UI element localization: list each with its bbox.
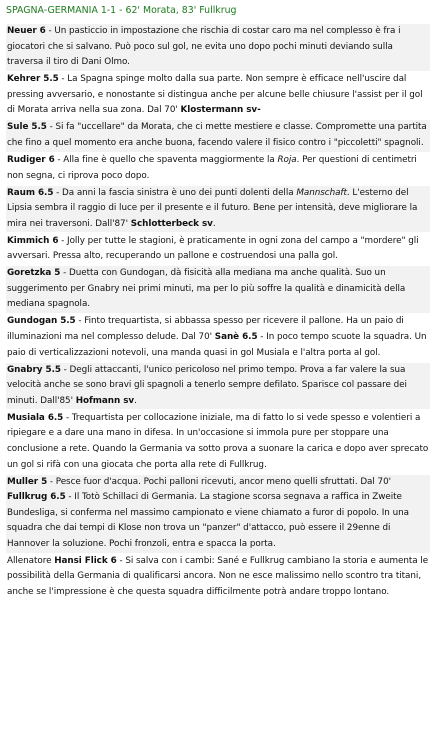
rating-entry [6, 475, 430, 553]
player-name-rating: Gundogan 5.5 [7, 316, 76, 327]
player-name-rating: Kehrer 5.5 [7, 74, 59, 85]
rating-text: - Jolly per tutte le stagioni, è praticamente in ogni zona del campo a "mordere" gli avversari. Pressa alto, recuperando un pallone e costruendosi una palla gol. [7, 235, 419, 262]
rating-text: - Un pasticcio in impostazione che rischia di costar caro ma nel complesso è fra i giocatori che si salvano. Può poco sul gol, ne evita uno dopo pochi minuti deviando sulla traversa il tiro di Dani Olmo. [7, 26, 401, 68]
rating-text: - Si salva con i cambi: Sané e Fullkrug cambiano la storia e aumenta le possibilità della Germania di qualificarsi ancora. Non ne esce malissimo nello scontro tra titani, anche se l'impressione è che questa squadra difficilmente potrà andare troppo lontano. [7, 555, 429, 598]
rating-entry [6, 120, 430, 151]
player-name-rating: Hansi Flick 6 [54, 555, 117, 566]
player-name-rating: Kimmich 6 [7, 235, 59, 246]
rating-text: - Pesce fuor d'acqua. Pochi palloni ricevuti, ancor meno quelli sfruttati. Dal 70' [47, 476, 391, 487]
rating-text: Allenatore [7, 555, 55, 566]
rating-text: - In poco tempo scuote la squadra. Un paio di verticalizzazioni notevoli, una manda quasi in gol Musiala e l'altra porta al gol. [7, 332, 427, 358]
player-name-rating: Gnabry 5.5 [7, 364, 61, 375]
rating-entry [6, 72, 430, 119]
player-name-rating: Klostermann sv- [180, 105, 261, 116]
rating-text: - Finto trequartista, si abbassa spesso per ricevere il pallone. Ha un paio di illuminazioni ma nel complesso delude. Dal 70' [7, 316, 404, 343]
rating-entry [6, 24, 430, 71]
match-headline: SPAGNA-GERMANIA 1-1 - 62' Morata, 83' Fullkrug [6, 5, 237, 16]
emphasis-text: Roja [277, 154, 297, 165]
player-name-rating: Hofmann sv [75, 395, 135, 406]
rating-entry [6, 266, 430, 313]
rating-entry [6, 363, 430, 410]
rating-text: - Degli attaccanti, l'unico pericoloso nel primo tempo. Prova a far valere la sua velocità anche se sono bravi gli spagnoli a tenerlo sempre defilato. Sparisce col passare dei minuti. Dall'85' [7, 364, 407, 406]
rating-text: - Alla fine è quello che spaventa maggiormente la [54, 154, 278, 165]
rating-entry [6, 314, 430, 361]
player-name-rating: Sule 5.5 [7, 122, 47, 133]
player-name-rating: Sanè 6.5 [214, 332, 258, 343]
rating-entry [6, 411, 430, 473]
rating-entry [6, 554, 430, 601]
player-name-rating: Raum 6.5 [7, 187, 54, 198]
player-name-rating: Goretzka 5 [7, 268, 61, 279]
rating-text: - Il Totò Schillaci di Germania. La stagione scorsa segnava a raffica in Zweite Bundesliga, si conferma nel massimo campionato e viene chiamato a furor di popolo. In una squadra che dai tempi di Klose non trova un "panzer" d'attacco, può essere il 29enne di Hannover la soluzione. Pochi fronzoli, entra e spacca la porta. [7, 492, 409, 549]
rating-entry [6, 186, 430, 233]
rating-text: - La Spagna spinge molto dalla sua parte. Non sempre è efficace nell'uscire dal pressing avversario, e nonostante si distingua anche per alcune belle chiusure l'assist per il gol di Morata arriva nella sua zona. Dal 70' [7, 74, 423, 116]
rating-text: . [212, 218, 216, 229]
rating-text: . Per questioni di centimetri non segna, ci riprova poco dopo. [7, 154, 417, 181]
player-name-rating: Muller 5 [7, 476, 48, 487]
rating-text: - Trequartista per collocazione iniziale, ma di fatto lo si vede spesso e volentieri a ripiegare e a dare una mano in difesa. In un'occasione si immola pure per stoppare una conclusione a rete. Quando la Germania va sotto prova a suonare la carica e dopo aver sprecato un gol si rifà con una giocata che porta alla rete di Fullkrug. [7, 412, 429, 470]
rating-text: . L'esterno del Lipsia sembra il raggio di luce per il presente e il futuro. Bene per intensità, deve migliorare la mira nei traversoni. Dall'87' [7, 187, 418, 229]
player-name-rating: Neuer 6 [7, 26, 46, 36]
emphasis-text: Mannschaft [296, 187, 347, 198]
player-name-rating: Fullkrug 6.5 [7, 492, 66, 503]
rating-text: - Si fa "uccellare" da Morata, che ci mette mestiere e classe. Compromette una partita che fino a quel momento era anche buona, facendo valere il fisico contro i "piccoletti" spagnoli. [7, 122, 427, 148]
rating-text: - Duetta con Gundogan, dà fisicità alla mediana ma anche qualità. Suo un suggerimento per Gnabry nei primi minuti, ma per lo più soffre la qualità e dinamicità della mediana spagnola. [7, 268, 406, 310]
rating-entry [6, 234, 430, 265]
rating-text: . [134, 395, 137, 406]
player-name-rating: Schlotterbeck sv [130, 218, 213, 229]
player-name-rating: Rudiger 6 [7, 154, 55, 165]
player-name-rating: Musiala 6.5 [7, 412, 64, 423]
rating-text: - Da anni la fascia sinistra è uno dei punti dolenti della [53, 187, 297, 198]
rating-entry [6, 153, 430, 184]
player-ratings-list [4, 24, 430, 601]
